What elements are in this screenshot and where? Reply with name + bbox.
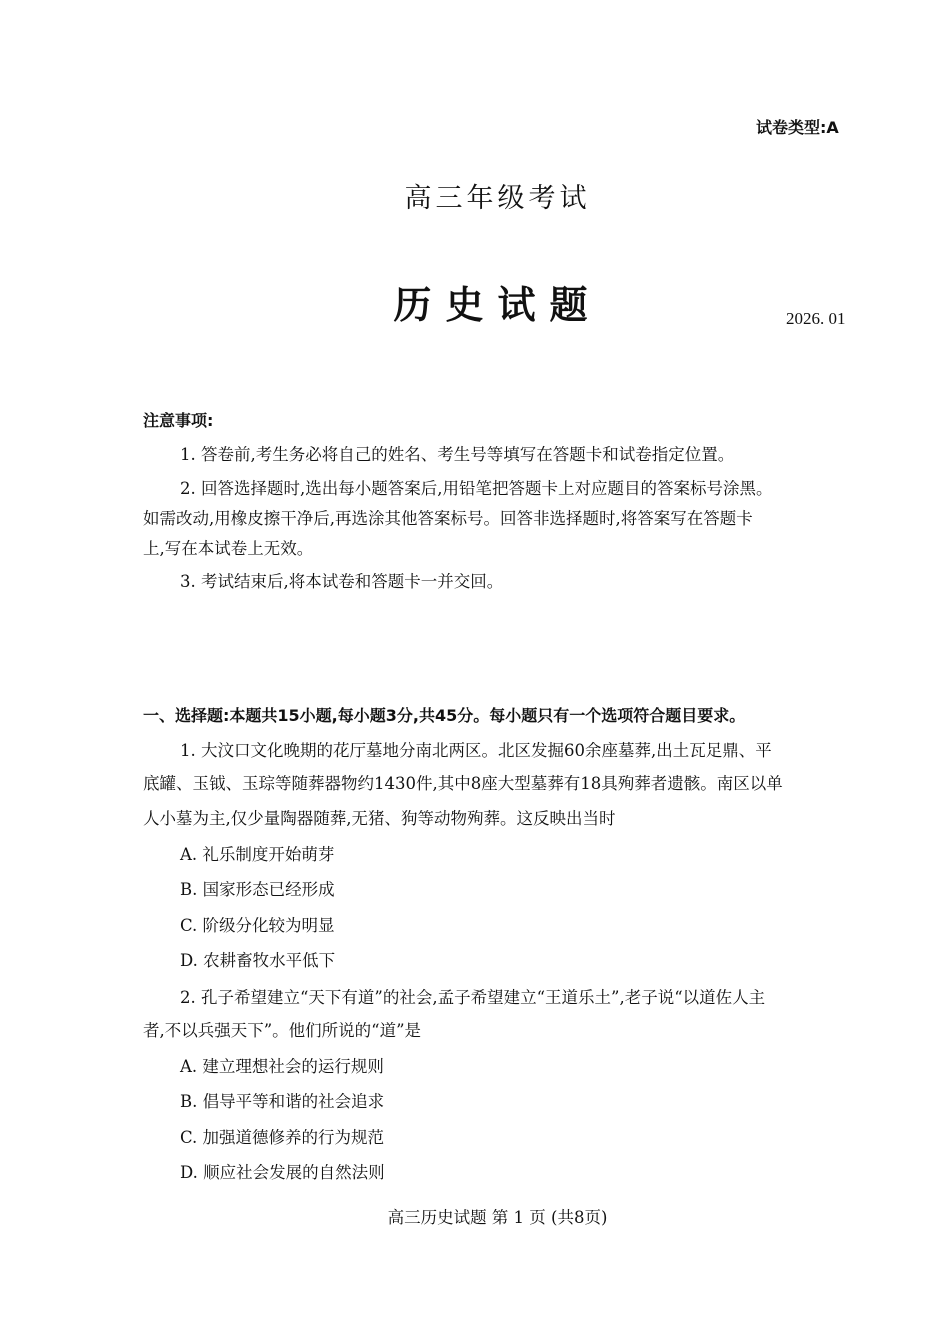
question-1-stem-line-1: 1. 大汶口文化晚期的花厅墓地分南北两区。北区发掘60余座墓葬,出土瓦足鼎、平 xyxy=(180,741,772,760)
notice-item-2-line-3: 上,写在本试卷上无效。 xyxy=(143,539,314,558)
notice-item-2-line-2: 如需改动,用橡皮擦干净后,再选涂其他答案标号。回答非选择题时,将答案写在答题卡 xyxy=(143,509,753,528)
paper-type-label: 试卷类型:A xyxy=(756,118,839,137)
notice-item-3: 3. 考试结束后,将本试卷和答题卡一并交回。 xyxy=(180,572,504,591)
notice-item-1: 1. 答卷前,考生务必将自己的姓名、考生号等填写在答题卡和试卷指定位置。 xyxy=(180,445,735,464)
question-1-stem-line-2: 底罐、玉钺、玉琮等随葬器物约1430件,其中8座大型墓葬有18具殉葬者遗骸。南区以单 xyxy=(143,774,783,793)
question-2-option-a: A. 建立理想社会的运行规则 xyxy=(180,1057,384,1076)
question-2-stem-line-1: 2. 孔子希望建立“天下有道”的社会,孟子希望建立“王道乐土”,老子说“以道佐人主 xyxy=(180,988,766,1007)
page-footer: 高三历史试题 第 1 页 (共8页) xyxy=(387,1208,608,1227)
notice-item-2-line-1: 2. 回答选择题时,选出每小题答案后,用铅笔把答题卡上对应题目的答案标号涂黑。 xyxy=(180,479,773,498)
subject-title: 历史试题 xyxy=(393,282,602,327)
question-2-stem-line-2: 者,不以兵强天下”。他们所说的“道”是 xyxy=(143,1021,422,1040)
notice-heading: 注意事项: xyxy=(143,411,214,430)
question-1-option-c: C. 阶级分化较为明显 xyxy=(180,916,335,935)
section-heading: 一、选择题:本题共15小题,每小题3分,共45分。每小题只有一个选项符合题目要求。 xyxy=(143,706,746,725)
question-1-stem-line-3: 人小墓为主,仅少量陶器随葬,无猪、狗等动物殉葬。这反映出当时 xyxy=(143,809,616,828)
exam-date: 2026. 01 xyxy=(786,309,846,328)
question-2-option-c: C. 加强道德修养的行为规范 xyxy=(180,1128,385,1147)
question-1-option-d: D. 农耕畜牧水平低下 xyxy=(180,951,336,970)
question-1-option-a: A. 礼乐制度开始萌芽 xyxy=(180,845,335,864)
question-1-option-b: B. 国家形态已经形成 xyxy=(180,880,335,899)
exam-name: 高三年级考试 xyxy=(404,183,591,214)
question-2-option-b: B. 倡导平等和谐的社会追求 xyxy=(180,1092,385,1111)
question-2-option-d: D. 顺应社会发展的自然法则 xyxy=(180,1163,385,1182)
